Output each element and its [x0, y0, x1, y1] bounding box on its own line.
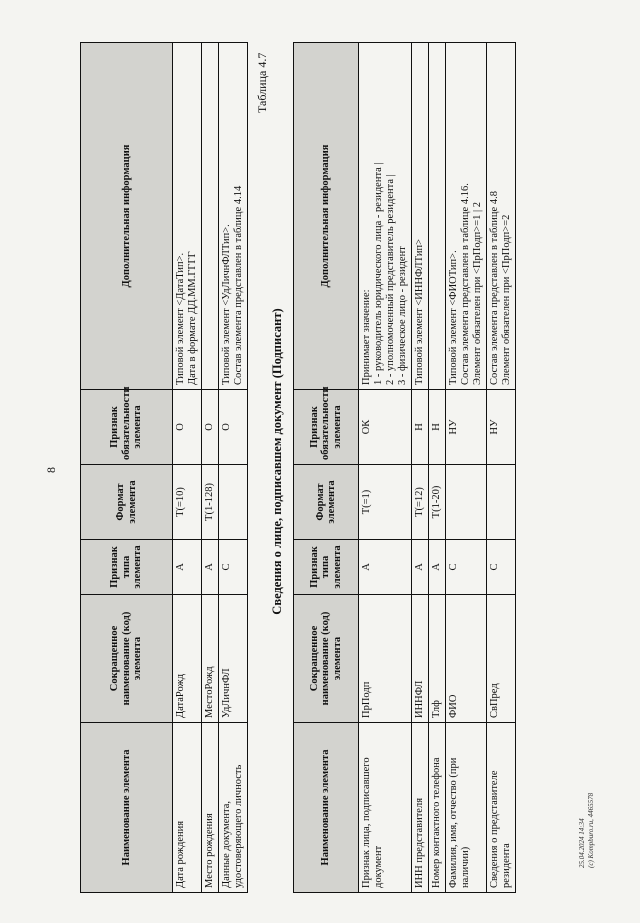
cell-element-code: ФИО: [446, 595, 487, 723]
elements-table-continued: [80, 42, 248, 893]
cell-element-type: А: [173, 540, 202, 595]
cell-element-code: Тлф: [429, 595, 446, 723]
cell-element-type: С: [487, 540, 516, 595]
cell-element-type: А: [359, 540, 412, 595]
cell-element-name: Номер контактного телефона: [429, 723, 446, 893]
table-row: [202, 43, 219, 893]
info-line: Состав элемента представлен в таблице 4.14: [233, 185, 244, 385]
table-row: [487, 43, 516, 893]
cell-element-required: О: [219, 390, 248, 465]
cell-element-required: Н: [412, 390, 429, 465]
cell-element-name: Фамилия, имя, отчество (при наличии): [446, 723, 487, 893]
cell-element-name: ИНН представителя: [412, 723, 429, 893]
cell-element-name: Место рождения: [202, 723, 219, 893]
header-type: Признак типа элемента: [294, 540, 359, 595]
cell-element-type: А: [429, 540, 446, 595]
cell-element-format: [487, 465, 516, 540]
stamp-line: 25.04.2024 14:34: [578, 818, 586, 868]
table-row: [446, 43, 487, 893]
header-code: Сокращенное наименование (код) элемента: [81, 595, 173, 723]
cell-element-required: ОК: [359, 390, 412, 465]
cell-additional-info: [487, 43, 516, 390]
info-line: Элемент обязателен при <ПрПодп>=2: [501, 214, 512, 385]
cell-additional-info: [219, 43, 248, 390]
cell-element-format: T(1-128): [202, 465, 219, 540]
info-line: Типовой элемент <ИННФЛТип>: [414, 239, 425, 385]
cell-element-code: МестоРожд: [202, 595, 219, 723]
cell-element-format: T(=1): [359, 465, 412, 540]
signer-table: [293, 42, 516, 893]
header-info: Дополнительная информация: [294, 43, 359, 390]
table-row: [429, 43, 446, 893]
cell-element-required: О: [173, 390, 202, 465]
cell-additional-info: [412, 43, 429, 390]
cell-element-name: Признак лица, подписавшего документ: [359, 723, 412, 893]
info-line: Типовой элемент <УдЛичнФЛТип>.: [221, 224, 232, 385]
cell-element-format: T(=12): [412, 465, 429, 540]
cell-element-code: ИННФЛ: [412, 595, 429, 723]
table-number: Таблица 4.7: [255, 52, 269, 113]
table-caption: Сведения о лице, подписавшем документ (Подписант): [270, 308, 284, 615]
info-line: Состав элемента представлен в таблице 4.16.: [460, 183, 471, 385]
cell-additional-info: [202, 43, 219, 390]
header-info: Дополнительная информация: [81, 43, 173, 390]
info-line: Дата в формате ДД.ММ.ГГГГ: [187, 251, 198, 385]
cell-element-name: Дата рождения: [173, 723, 202, 893]
page-number: 8: [44, 467, 58, 473]
cell-element-format: T(=10): [173, 465, 202, 540]
info-line: Принимает значение:: [361, 289, 372, 385]
cell-element-format: [446, 465, 487, 540]
cell-element-type: С: [446, 540, 487, 595]
info-line: Типовой элемент <ДатаТип>.: [175, 252, 186, 385]
header-format: Формат элемента: [81, 465, 173, 540]
cell-additional-info: [359, 43, 412, 390]
info-line: 1 - руководитель юридического лица - резидента |: [373, 162, 384, 385]
table1-body: [173, 43, 248, 893]
cell-element-required: НУ: [446, 390, 487, 465]
stamp-line: (c) Kompburo.ru, 4465578: [587, 792, 595, 868]
print-stamp: [578, 793, 596, 868]
cell-element-type: А: [202, 540, 219, 595]
cell-element-required: НУ: [487, 390, 516, 465]
header-required: Признак обязательности элемента: [81, 390, 173, 465]
info-line: Типовой элемент <ФИОТип>.: [448, 250, 459, 385]
cell-element-format: [219, 465, 248, 540]
table-row: [412, 43, 429, 893]
cell-additional-info: [429, 43, 446, 390]
cell-element-type: А: [412, 540, 429, 595]
cell-element-name: Сведения о представителе резидента: [487, 723, 516, 893]
cell-element-name: Данные документа, удостоверяющего личность: [219, 723, 248, 893]
table-row: [359, 43, 412, 893]
info-line: 3 - физическое лицо - резидент: [397, 246, 408, 385]
header-format: Формат элемента: [294, 465, 359, 540]
cell-element-type: С: [219, 540, 248, 595]
cell-element-code: СвПред: [487, 595, 516, 723]
info-line: Элемент обязателен при <ПрПодп>=1 | 2: [472, 202, 483, 385]
table2-header: [294, 43, 359, 893]
cell-element-code: ПрПодп: [359, 595, 412, 723]
cell-additional-info: [446, 43, 487, 390]
cell-element-code: УдЛичнФЛ: [219, 595, 248, 723]
table1-header: [81, 43, 173, 893]
info-line: 2 - уполномоченный представитель резидента |: [385, 174, 396, 385]
cell-element-required: Н: [429, 390, 446, 465]
header-name: Наименование элемента: [81, 723, 173, 893]
cell-additional-info: [173, 43, 202, 390]
table-row: [173, 43, 202, 893]
cell-element-required: О: [202, 390, 219, 465]
cell-element-code: ДатаРожд: [173, 595, 202, 723]
cell-element-format: T(1-20): [429, 465, 446, 540]
table-row: [219, 43, 248, 893]
info-line: Состав элемента представлен в таблице 4.8: [489, 191, 500, 385]
header-name: Наименование элемента: [294, 723, 359, 893]
header-required: Признак обязательности элемента: [294, 390, 359, 465]
header-type: Признак типа элемента: [81, 540, 173, 595]
table2-body: [359, 43, 516, 893]
header-code: Сокращенное наименование (код) элемента: [294, 595, 359, 723]
